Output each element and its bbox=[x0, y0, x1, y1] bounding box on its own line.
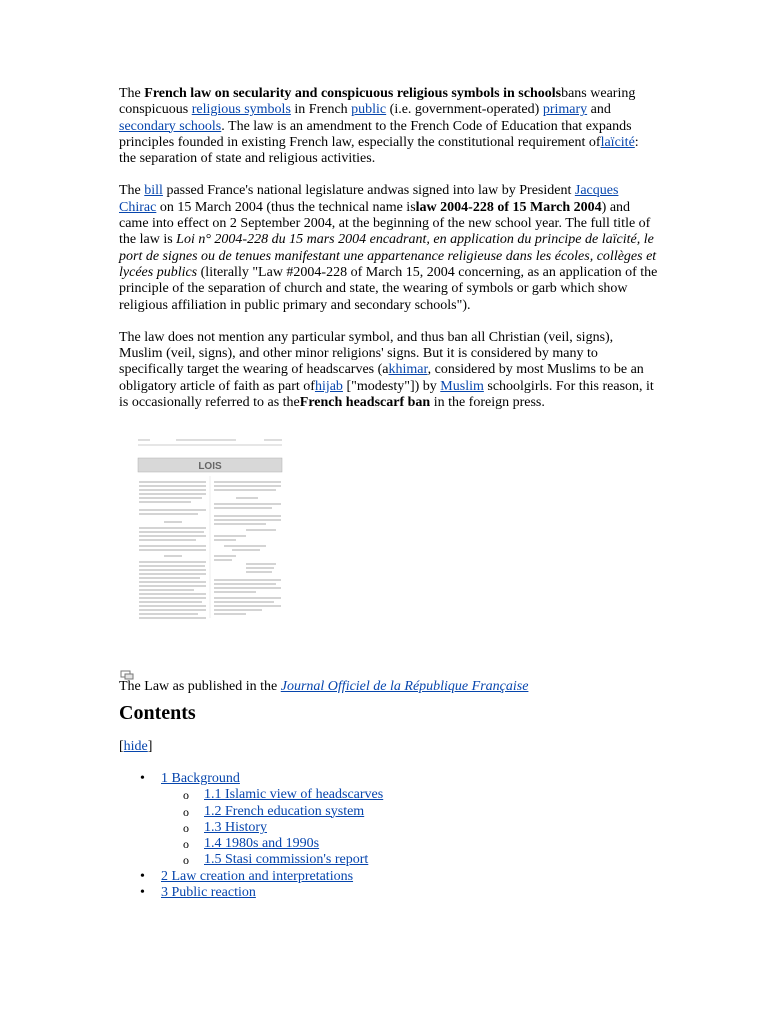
link-primary[interactable]: primary bbox=[542, 102, 588, 118]
text: . The law is an amendment to the French Code of Education that expands principles founded in existing French law, especially the constitutional requirement of bbox=[119, 118, 632, 150]
text: on 15 March 2004 (thus the technical name is bbox=[156, 199, 416, 215]
text: : the separation of state and religious activities. bbox=[119, 134, 639, 167]
toc-item-french-education bbox=[119, 804, 383, 820]
link-secondary-schools[interactable]: secondary schools bbox=[119, 118, 222, 134]
text: , considered by most Muslims to be an obligatory article of faith as part of bbox=[119, 362, 644, 394]
toc-link[interactable]: 1 Background bbox=[161, 771, 240, 786]
text: The bbox=[119, 86, 145, 101]
bullet-icon: • bbox=[140, 771, 145, 786]
link-bill[interactable]: bill bbox=[144, 183, 163, 199]
toc-link[interactable]: 1.5 Stasi commission's report bbox=[204, 852, 369, 868]
toc-link[interactable]: 1.1 Islamic view of headscarves bbox=[204, 787, 384, 803]
scan-header-text: LOIS bbox=[198, 461, 222, 472]
link-jacques-chirac[interactable]: Jacques Chirac bbox=[119, 183, 619, 215]
toc-item-history bbox=[119, 820, 383, 836]
law-title-bold: French law on secularity and conspicuous religious symbols in schools bbox=[144, 86, 562, 101]
toc-link[interactable]: 1.2 French education system bbox=[204, 803, 365, 819]
law-number-bold: law 2004-228 of 15 March 2004 bbox=[415, 199, 602, 215]
text: ["modesty"]) by bbox=[342, 378, 441, 394]
link-muslim[interactable]: Muslim bbox=[440, 378, 484, 394]
sub-bullet-icon: o bbox=[183, 820, 189, 835]
text: passed France's national legislature andwas signed into law by President bbox=[162, 183, 575, 199]
toc-hide-link[interactable]: hide bbox=[123, 739, 148, 754]
text: and bbox=[587, 102, 611, 118]
text: The law does not mention any particular symbol, and thus ban all Christian (veil, signs), Muslim (veil, signs), and other minor religions' signs. But it is considered by many to specifically target the wearing of headscarves (a bbox=[119, 329, 614, 378]
bullet-icon: • bbox=[140, 868, 145, 884]
link-hijab[interactable]: hijab bbox=[314, 378, 343, 394]
article-body bbox=[119, 86, 659, 411]
caption-text: The Law as published in the bbox=[119, 679, 281, 694]
sub-bullet-icon: o bbox=[183, 788, 189, 803]
toc-item-public-reaction bbox=[119, 885, 383, 901]
paragraph-symbols bbox=[119, 330, 659, 411]
sub-bullet-icon: o bbox=[183, 804, 189, 819]
link-public[interactable]: public bbox=[351, 102, 387, 118]
toc-item-law-creation bbox=[119, 869, 383, 885]
document-scan-graphic bbox=[136, 436, 284, 621]
enlarge-icon[interactable] bbox=[120, 669, 134, 679]
journal-officiel-scan-image[interactable] bbox=[136, 436, 284, 621]
toc-link[interactable]: 2 Law creation and interpretations bbox=[161, 868, 354, 884]
link-khimar[interactable]: khimar bbox=[388, 362, 428, 378]
sub-bullet-icon: o bbox=[183, 837, 189, 852]
paragraph-bill bbox=[119, 183, 659, 313]
bullet-icon: • bbox=[140, 885, 145, 901]
link-laicite[interactable]: laïcité bbox=[600, 134, 635, 150]
toc-toggle bbox=[119, 739, 152, 755]
text: schoolgirls. For this reason, it is occasionally referred to as the bbox=[119, 378, 654, 411]
sub-bullet-icon: o bbox=[183, 853, 189, 868]
toc-list bbox=[119, 771, 383, 901]
text: (i.e. government-operated) bbox=[386, 102, 543, 118]
law-full-title-italic: Loi n° 2004-228 du 15 mars 2004 encadrant, en application du principe de laïcité, le port de signes ou de tenues manifestant une appartenance religieuse dans les écoles, collèges et lycées publics bbox=[119, 232, 657, 280]
text: (literally "Law #2004-228 of March 15, 2004 concerning, as an application of the principle of the separation of church and state, the wearing of symbols or garb which show religious affiliation in public primary and secondary schools"). bbox=[119, 264, 658, 313]
text: in French bbox=[290, 102, 352, 118]
link-journal-officiel[interactable]: Journal Officiel de la République Française bbox=[280, 679, 529, 694]
text: The bbox=[119, 183, 145, 199]
headscarf-ban-bold: French headscarf ban bbox=[299, 395, 431, 411]
toc-item-1980s-1990s bbox=[119, 836, 383, 852]
image-caption bbox=[119, 679, 528, 695]
text: ) and came into effect on 2 September 2004, at the beginning of the new school year. The full title of the law is bbox=[119, 199, 651, 248]
toc-item-background bbox=[119, 771, 383, 787]
paragraph-intro bbox=[119, 86, 659, 167]
text: in the foreign press. bbox=[430, 395, 545, 411]
toc-item-stasi-commission bbox=[119, 852, 383, 868]
text: bans wearing conspicuous bbox=[119, 86, 636, 118]
toc-link[interactable]: 1.4 1980s and 1990s bbox=[204, 836, 320, 852]
toc-item-islamic-view bbox=[119, 787, 383, 803]
link-religious-symbols[interactable]: religious symbols bbox=[191, 102, 291, 118]
bracket-close: ] bbox=[147, 739, 153, 754]
bracket-open: [ bbox=[119, 739, 124, 754]
toc-link[interactable]: 1.3 History bbox=[204, 819, 267, 835]
toc-title: Contents bbox=[119, 702, 196, 724]
toc-link[interactable]: 3 Public reaction bbox=[161, 885, 256, 901]
